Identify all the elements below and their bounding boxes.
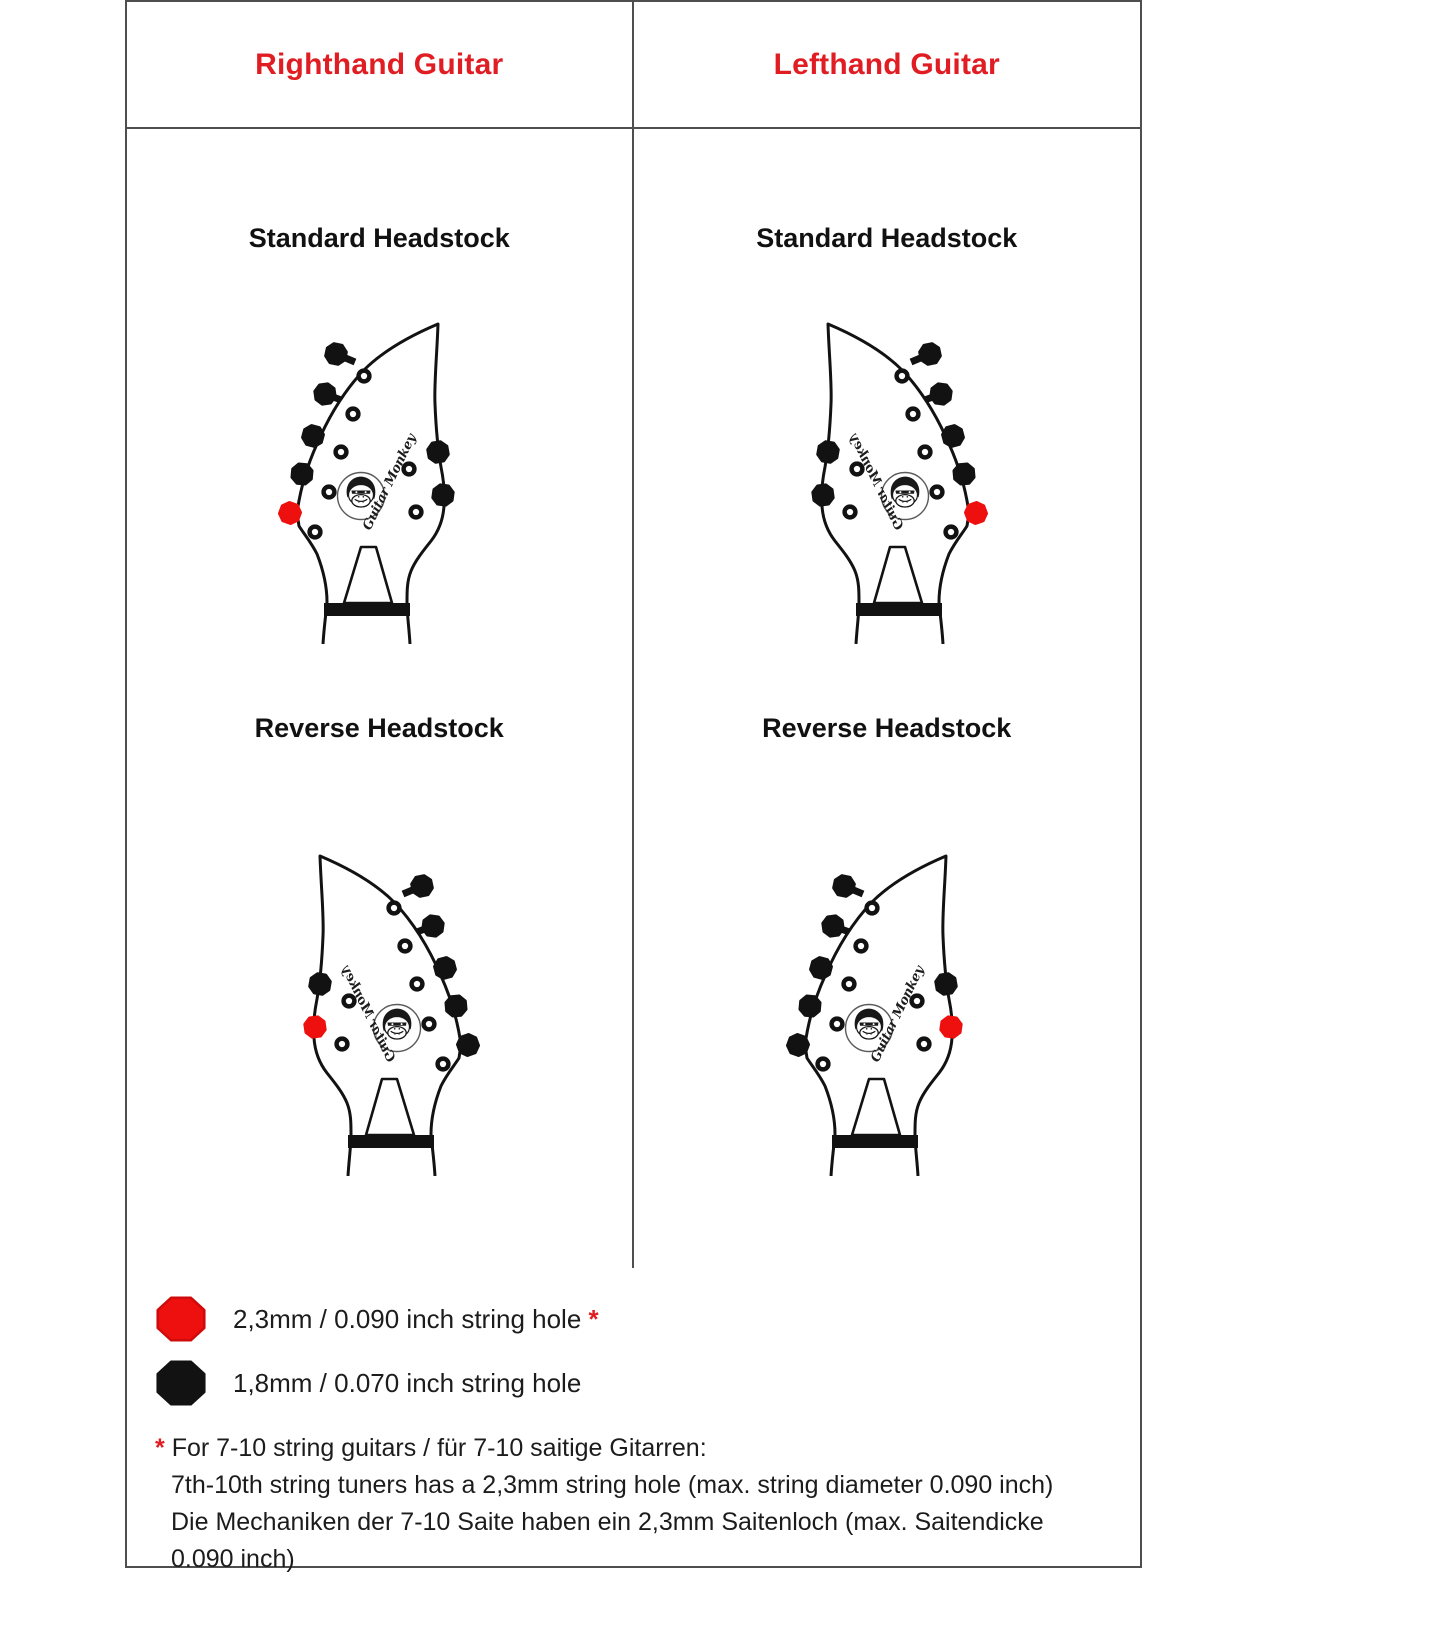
red-octagon-icon [155, 1296, 207, 1342]
footnote-line-2: 7th-10th string tuners has a 2,3mm string hole (max. string diameter 0.090 inch) [171, 1471, 1054, 1499]
headstock-drawing-righthand-reverse [254, 831, 504, 1176]
footnote-line-3: Die Mechaniken der 7-10 Saite haben ein 2,3mm Saitenloch (max. Saitendicke 0.090 inch) [171, 1508, 1044, 1573]
headstock-drawing-lefthand-reverse [762, 831, 1012, 1176]
legend-item-black [155, 1360, 1110, 1406]
column-title-righthand: Righthand Guitar [127, 2, 634, 127]
legend-label-black: 1,8mm / 0.070 inch string hole [233, 1367, 582, 1398]
righthand-reverse-figure [254, 711, 504, 1176]
lefthand-column [634, 129, 1141, 1268]
footnote [155, 1430, 1110, 1578]
headstock-drawing-lefthand-standard [762, 299, 1012, 644]
figure-label: Standard Headstock [756, 223, 1018, 253]
legend-item-red [155, 1296, 1110, 1342]
legend-label-red: 2,3mm / 0.090 inch string hole * [233, 1303, 599, 1334]
figure-label: Reverse Headstock [762, 713, 1012, 743]
lefthand-standard-figure [756, 221, 1017, 644]
column-title-lefthand: Lefthand Guitar [773, 47, 1000, 81]
legend [127, 1268, 1140, 1578]
header-row [127, 2, 1140, 129]
lefthand-reverse-figure [762, 711, 1012, 1176]
diagram-row [127, 129, 1140, 1268]
figure-label: Standard Headstock [248, 223, 510, 253]
asterisk-marker: * [588, 1303, 599, 1334]
asterisk-marker: * [155, 1434, 165, 1462]
righthand-standard-figure [249, 221, 510, 644]
black-octagon-icon [155, 1360, 207, 1406]
footnote-line-1: * For 7-10 string guitars / für 7-10 saitige Gitarren: [155, 1434, 707, 1462]
righthand-column [127, 129, 634, 1268]
headstock-table [125, 0, 1142, 1573]
headstock-drawing-righthand-standard [254, 299, 504, 644]
figure-label: Reverse Headstock [254, 713, 504, 743]
